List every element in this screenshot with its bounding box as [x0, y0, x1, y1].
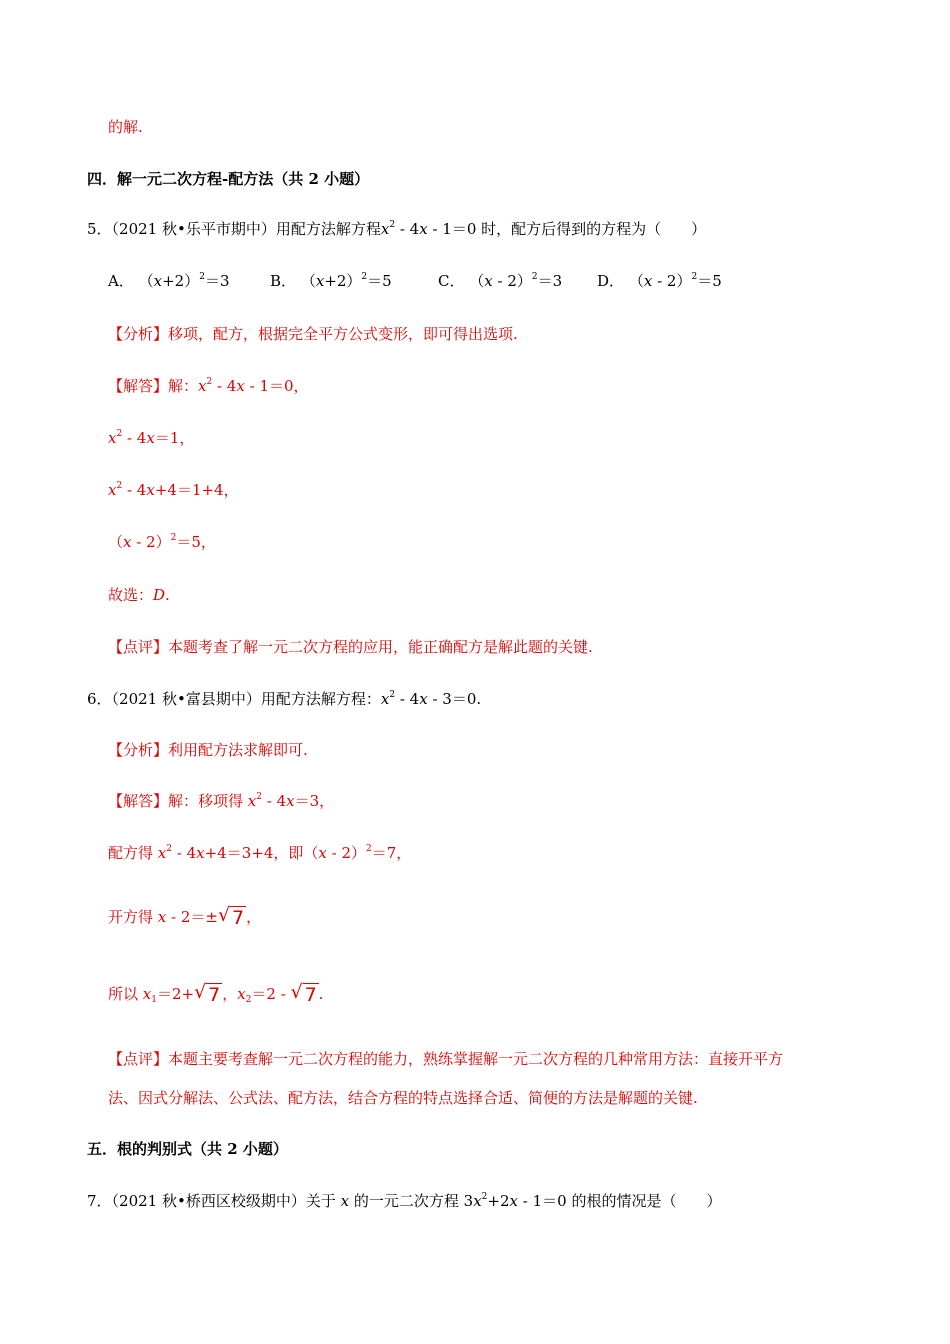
var-x: x — [247, 792, 257, 810]
option-label: C． — [438, 272, 465, 290]
question-number: 7． — [87, 1192, 112, 1210]
var-x: x — [419, 220, 428, 238]
question-number: 6． — [87, 690, 112, 708]
var-x: x — [108, 429, 117, 447]
stem-text: - 1＝0 时，配方后得到的方程为（ ） — [427, 220, 707, 238]
answer-text: - 4 — [122, 429, 147, 447]
var-x: x — [108, 481, 117, 499]
option-d[interactable] — [597, 270, 722, 292]
radicand: 7 — [231, 907, 245, 929]
var-x: x — [198, 377, 207, 395]
stem-text: +2 — [487, 1192, 510, 1210]
comment-text: 本题主要考查解一元二次方程的能力，熟练掌握解一元二次方程的几种常用方法：直接开平方 — [168, 1050, 784, 1068]
option-text: （ — [628, 272, 644, 290]
q5-answer-line-3 — [108, 479, 239, 501]
analysis-text: 利用配方法求解即可. — [168, 741, 308, 759]
var-x: x — [153, 272, 163, 290]
stem-text: - 1＝0 的根的情况是（ ） — [517, 1192, 722, 1210]
radicand: 7 — [304, 984, 317, 1006]
radical-sign-icon: √ — [194, 981, 207, 1003]
subscript: 2 — [245, 995, 252, 1005]
answer-text: ＝5， — [176, 533, 216, 551]
question-number: 5． — [87, 220, 112, 238]
answer-text: - 4 — [262, 792, 287, 810]
option-text: ＝5 — [697, 272, 722, 290]
var-x: x — [509, 1192, 518, 1210]
option-text: ＝3 — [537, 272, 563, 290]
exponent: 2 — [361, 272, 368, 282]
var-x: x — [419, 690, 428, 708]
var-x: x — [340, 1192, 350, 1210]
question-source: （2021 秋•桥西区校级期中） — [111, 1192, 306, 1210]
exponent: 2 — [389, 690, 396, 700]
section-4-title: 四．解一元二次方程-配方法（共 2 小题） — [87, 170, 370, 188]
exponent: 2 — [389, 220, 396, 230]
var-x: x — [237, 985, 246, 1003]
conclusion-text: 故选： — [108, 586, 154, 604]
answer-text: +4＝3+4，即（ — [204, 844, 319, 862]
option-text: （ — [469, 272, 485, 290]
var-x: x — [157, 844, 167, 862]
option-c[interactable] — [438, 270, 562, 292]
comment-tag: 【点评】 — [108, 1050, 169, 1068]
answer-text: - 2＝± — [166, 908, 218, 926]
exponent: 2 — [531, 272, 538, 282]
stem-text: - 3＝0. — [427, 690, 482, 708]
exponent: 2 — [199, 272, 205, 282]
q6-answer-line-4 — [108, 983, 323, 1006]
var-x: x — [146, 481, 155, 499]
answer-text: - 2） — [131, 533, 171, 551]
choice-letter: D — [153, 586, 166, 604]
question-5-stem — [87, 218, 706, 240]
option-text: ＝3 — [204, 272, 230, 290]
var-x: x — [286, 792, 295, 810]
answer-text: 配方得 — [108, 844, 158, 862]
exponent: 2 — [256, 792, 262, 802]
section-5-title: 五．根的判别式（共 2 小题） — [87, 1140, 288, 1158]
var-x: x — [146, 429, 155, 447]
stem-text: 用配方法解方程 — [275, 220, 381, 238]
answer-text: - 4 — [212, 377, 237, 395]
answer-text: ， — [246, 908, 262, 926]
answer-text: - 2） — [326, 844, 367, 862]
option-text: （ — [300, 272, 316, 290]
q5-analysis — [108, 323, 518, 345]
analysis-tag: 【分析】 — [108, 325, 169, 343]
answer-tag: 【解答】 — [108, 377, 169, 395]
question-source: （2021 秋•乐平市期中） — [111, 220, 276, 238]
subscript: 1 — [151, 995, 157, 1005]
sqrt-7 — [194, 981, 222, 1006]
answer-text: 解： — [168, 377, 199, 395]
q6-answer-line-3 — [108, 906, 261, 929]
exponent: 2 — [170, 533, 177, 543]
q5-comment — [108, 636, 593, 658]
stem-text: 用配方法解方程： — [260, 690, 381, 708]
exponent: 2 — [691, 272, 698, 282]
question-5-options — [108, 270, 808, 292]
exponent: 2 — [366, 844, 372, 854]
question-6-stem — [87, 688, 481, 710]
comment-text: 本题考查了解一元二次方程的应用，能正确配方是解此题的关键. — [168, 638, 593, 656]
stem-text: - 4 — [395, 690, 420, 708]
q5-answer-line-4 — [108, 531, 216, 553]
option-text: ＝5 — [367, 272, 392, 290]
var-x: x — [380, 220, 390, 238]
answer-text: （ — [108, 533, 124, 551]
q5-answer-line-1 — [108, 375, 309, 397]
answer-tag: 【解答】 — [108, 792, 169, 810]
exponent: 2 — [206, 377, 213, 387]
exponent: 2 — [116, 481, 123, 491]
var-x: x — [315, 272, 325, 290]
answer-text: 开方得 — [108, 908, 158, 926]
q6-comment-line-1 — [108, 1048, 783, 1070]
exponent: 2 — [166, 844, 172, 854]
question-source: （2021 秋•富县期中） — [111, 690, 261, 708]
var-x: x — [643, 272, 653, 290]
answer-text: - 4 — [171, 844, 197, 862]
option-text: （ — [138, 272, 154, 290]
var-x: x — [196, 844, 205, 862]
var-x: x — [473, 1192, 482, 1210]
exponent: 2 — [481, 1192, 488, 1202]
answer-text: ， — [222, 985, 238, 1003]
q5-answer-line-2 — [108, 427, 194, 449]
var-x: x — [318, 844, 327, 862]
option-text: - 2） — [492, 272, 532, 290]
var-x: x — [142, 985, 152, 1003]
analysis-tag: 【分析】 — [108, 741, 169, 759]
question-7-stem — [87, 1190, 721, 1212]
option-a[interactable] — [108, 270, 230, 292]
answer-text: +4＝1+4， — [154, 481, 239, 499]
sqrt-7 — [217, 904, 246, 929]
answer-text: - 1＝0， — [244, 377, 309, 395]
var-x: x — [236, 377, 245, 395]
option-label: A． — [108, 272, 134, 290]
option-text: - 2） — [652, 272, 692, 290]
answer-text: ＝3， — [294, 792, 335, 810]
answer-text: . — [318, 985, 324, 1003]
var-x: x — [157, 908, 167, 926]
var-x: x — [380, 690, 390, 708]
q6-answer-line-2 — [108, 842, 411, 864]
option-b[interactable] — [270, 270, 392, 292]
q6-comment-line-2: 法、因式分解法、公式法、配方法，结合方程的特点选择合适、简便的方法是解题的关键. — [108, 1089, 698, 1107]
stem-text: - 4 — [395, 220, 420, 238]
option-text: +2） — [324, 272, 362, 290]
option-label: B． — [270, 272, 297, 290]
sqrt-7 — [290, 981, 319, 1006]
stem-text: 的一元二次方程 3 — [349, 1192, 474, 1210]
var-x: x — [123, 533, 132, 551]
option-text: +2） — [162, 272, 200, 290]
stem-text: 关于 — [305, 1192, 341, 1210]
answer-text: ＝7， — [371, 844, 412, 862]
answer-text: ＝2 - — [251, 985, 291, 1003]
option-label: D． — [597, 272, 625, 290]
radical-sign-icon: √ — [217, 904, 231, 926]
comment-tag: 【点评】 — [108, 638, 169, 656]
answer-text: 所以 — [108, 985, 143, 1003]
radical-sign-icon: √ — [290, 981, 303, 1003]
continued-text: 的解. — [108, 118, 143, 136]
radicand: 7 — [208, 984, 221, 1006]
answer-text: 解：移项得 — [168, 792, 248, 810]
var-x: x — [484, 272, 493, 290]
answer-text: - 4 — [122, 481, 147, 499]
q6-answer-line-1 — [108, 790, 334, 812]
answer-text: ＝2+ — [156, 985, 195, 1003]
q5-conclusion: 故选：D. — [108, 586, 170, 604]
analysis-text: 移项，配方，根据完全平方公式变形，即可得出选项. — [168, 325, 518, 343]
answer-text: ＝1， — [154, 429, 195, 447]
exponent: 2 — [116, 429, 123, 439]
q6-analysis — [108, 739, 308, 761]
